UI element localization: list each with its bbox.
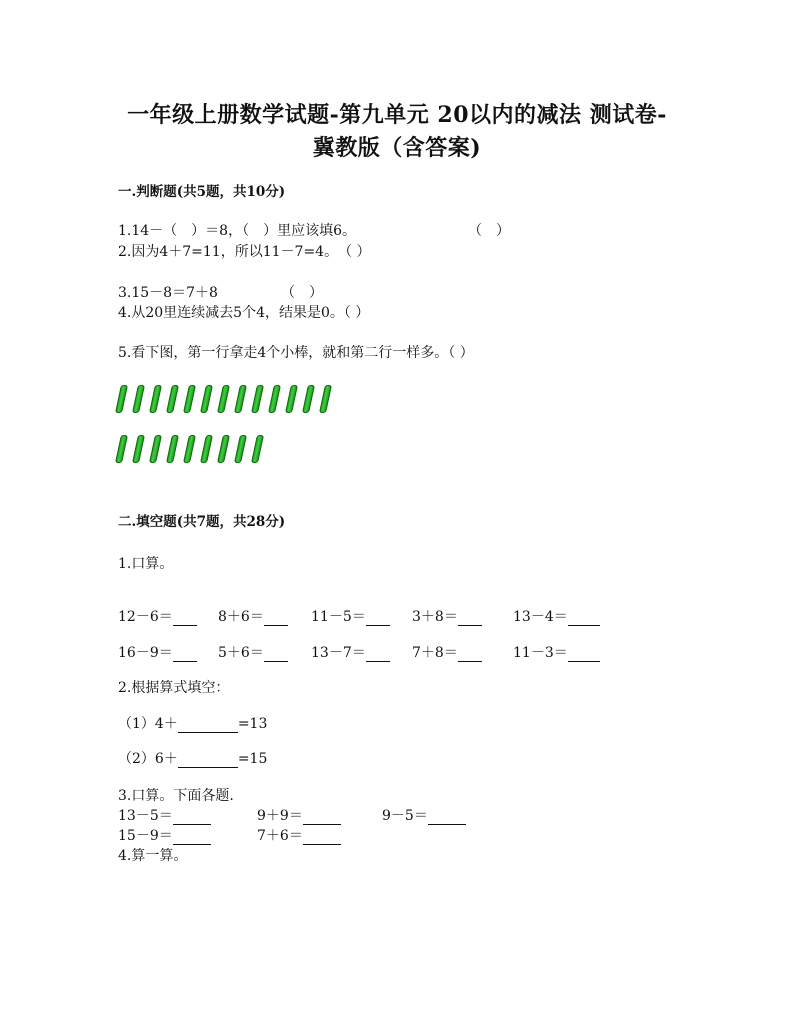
stick xyxy=(132,385,145,413)
answer-blank[interactable] xyxy=(303,830,341,845)
stick xyxy=(285,385,298,413)
stick xyxy=(251,435,264,463)
oral-item: 7＋8＝ xyxy=(412,642,482,662)
judge-q1: 1.14－（ ）＝8，（ ）里应该填6。 xyxy=(118,223,356,239)
stick xyxy=(234,385,247,413)
stick xyxy=(234,435,247,463)
stick xyxy=(132,435,145,463)
stick xyxy=(183,435,196,463)
fill-q4: 4.算一算。 xyxy=(118,848,188,864)
answer-blank[interactable] xyxy=(264,647,288,662)
answer-blank[interactable] xyxy=(366,611,390,626)
stick xyxy=(115,385,128,413)
oral-item: 8＋6＝ xyxy=(218,606,288,626)
section1-heading: 一.判断题(共5题，共10分) xyxy=(118,184,286,200)
calc-item: 13－5＝ xyxy=(118,805,211,825)
stick xyxy=(115,435,128,463)
answer-blank[interactable] xyxy=(178,718,238,733)
oral-item: 16－9＝ xyxy=(118,642,197,662)
answer-blank[interactable] xyxy=(178,753,238,768)
answer-blank[interactable] xyxy=(428,810,466,825)
answer-blank[interactable] xyxy=(568,647,600,662)
oral-item: 13－4＝ xyxy=(513,606,600,626)
stick xyxy=(149,435,162,463)
calc-item: 9＋9＝ xyxy=(257,805,341,825)
fill-q3: 3.口算。下面各题. xyxy=(118,788,234,804)
stick xyxy=(149,385,162,413)
oral-item: 12－6＝ xyxy=(118,606,197,626)
answer-blank[interactable] xyxy=(568,611,600,626)
answer-blank[interactable] xyxy=(173,810,211,825)
answer-blank[interactable] xyxy=(173,830,211,845)
judge-q3-answer-paren[interactable]: （ ） xyxy=(281,285,323,301)
section2-heading: 二.填空题(共7题，共28分) xyxy=(118,514,286,530)
calc-item: 7＋6＝ xyxy=(257,825,341,845)
stick xyxy=(251,385,264,413)
answer-blank[interactable] xyxy=(173,647,197,662)
answer-blank[interactable] xyxy=(303,810,341,825)
stick xyxy=(268,385,281,413)
judge-q3: 3.15－8＝7＋8 xyxy=(118,285,218,301)
answer-blank[interactable] xyxy=(366,647,390,662)
worksheet-title-line1: 一年级上册数学试题-第九单元 20以内的减法 测试卷- xyxy=(127,102,667,128)
oral-item: 5＋6＝ xyxy=(218,642,288,662)
judge-q4: 4.从20里连续减去5个4，结果是0。（ ） xyxy=(118,305,370,321)
fill-q2-b: （2）6＋ =15 xyxy=(118,751,268,767)
stick xyxy=(183,385,196,413)
stick xyxy=(302,385,315,413)
fill-q2: 2.根据算式填空： xyxy=(118,680,230,696)
fill-q2-a: （1）4＋ =13 xyxy=(118,716,268,732)
oral-item: 11－5＝ xyxy=(311,606,390,626)
judge-q1-answer-paren[interactable]: （ ） xyxy=(468,223,510,239)
answer-blank[interactable] xyxy=(173,611,197,626)
judge-q5: 5.看下图，第一行拿走4个小棒，就和第二行一样多。（ ） xyxy=(118,345,474,361)
calc-item: 15－9＝ xyxy=(118,825,211,845)
worksheet-title-line2: 冀教版（含答案) xyxy=(312,135,482,161)
fill-q1: 1.口算。 xyxy=(118,556,174,572)
stick xyxy=(217,435,230,463)
answer-blank[interactable] xyxy=(264,611,288,626)
answer-blank[interactable] xyxy=(458,647,482,662)
stick xyxy=(217,385,230,413)
oral-item: 3＋8＝ xyxy=(412,606,482,626)
answer-blank[interactable] xyxy=(458,611,482,626)
judge-q2: 2.因为4＋7=11，所以11－7=4。 （ ） xyxy=(118,244,371,260)
calc-item: 9－5＝ xyxy=(382,805,466,825)
stick xyxy=(200,385,213,413)
stick xyxy=(166,435,179,463)
oral-item: 13－7＝ xyxy=(311,642,390,662)
stick xyxy=(166,385,179,413)
stick xyxy=(319,385,332,413)
oral-item: 11－3＝ xyxy=(513,642,600,662)
stick xyxy=(200,435,213,463)
